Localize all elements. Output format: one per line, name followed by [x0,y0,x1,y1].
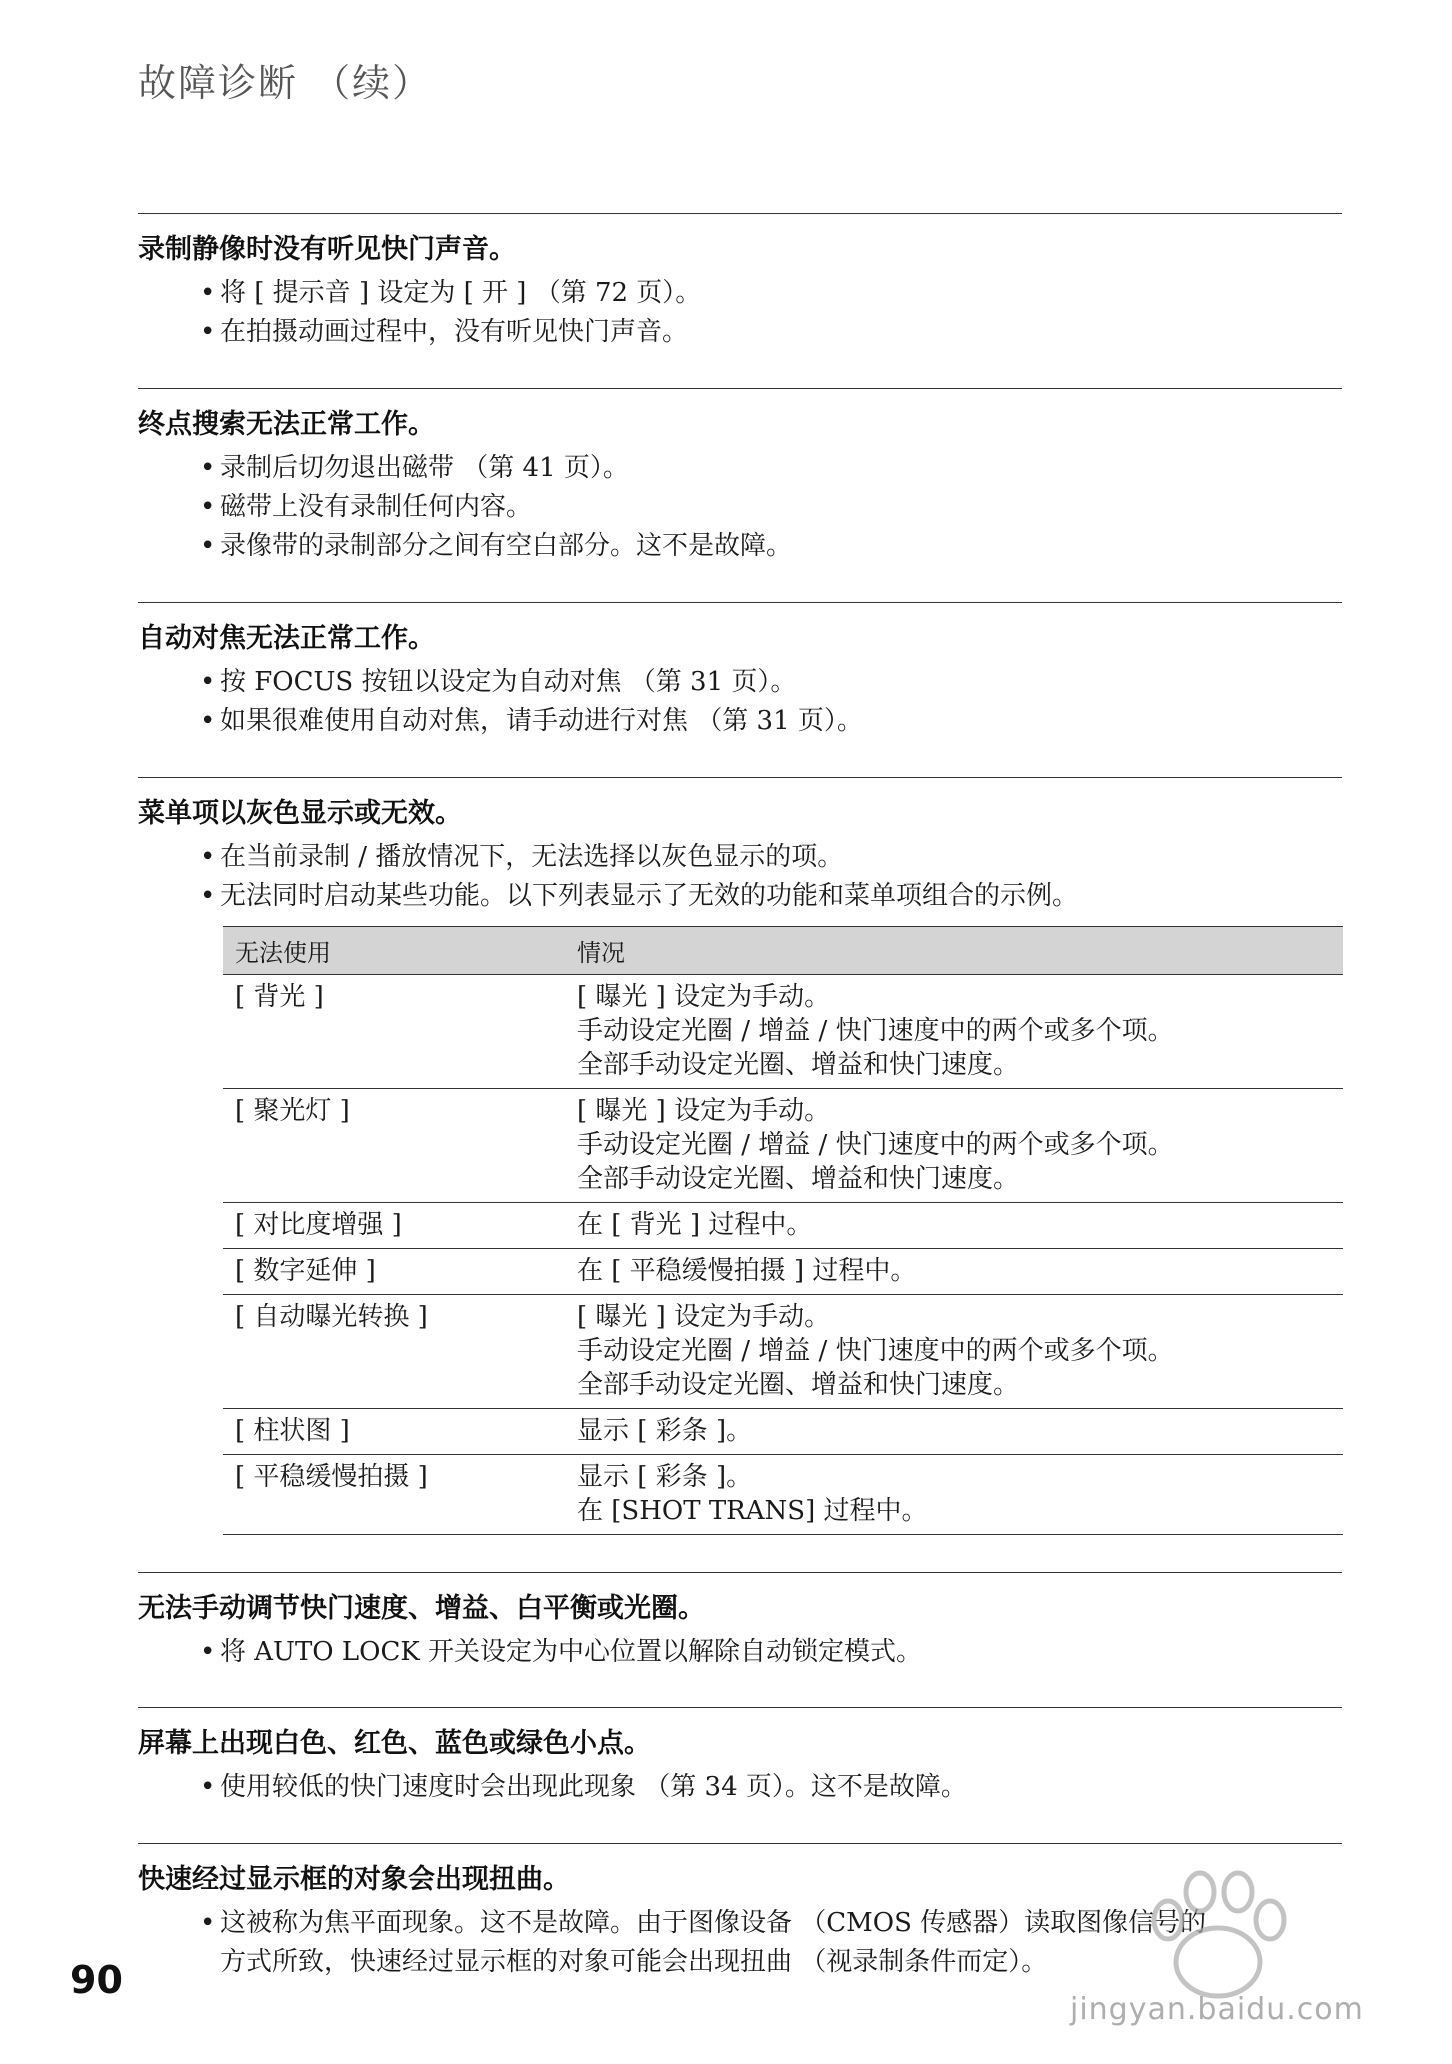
table-row [223,1409,1343,1455]
page-header-title: 故障诊断 （续） [138,61,433,105]
section-title: 终点搜索无法正常工作。 [138,409,435,440]
section-end-search [138,388,1342,566]
bullet-list [200,449,1342,566]
bullet-item: • 在拍摄动画过程中，没有听见快门声音。 [200,313,1342,352]
table-row [223,1089,1343,1203]
table-cell-item: [ 数字延伸 ] [223,1249,565,1295]
bullet-item: • 将 [ 提示音 ] 设定为 [ 开 ] （第 72 页）。 [200,274,1342,313]
bullet-list [200,663,1342,741]
table-header-cell: 情况 [565,927,1343,975]
section-title: 菜单项以灰色显示或无效。 [138,798,462,829]
condition-line: 在 [ 背光 ] 过程中。 [577,1210,813,1240]
condition-line: 显示 [ 彩条 ]。 [577,1416,753,1446]
condition-line: 全部手动设定光圈、增益和快门速度。 [577,1164,1020,1194]
condition-line: 全部手动设定光圈、增益和快门速度。 [577,1050,1020,1080]
section-screen-dots [138,1707,1342,1807]
bullet-item: • 在当前录制 / 播放情况下，无法选择以灰色显示的项。 [200,838,1342,877]
table-cell-conditions [565,1409,1343,1455]
bullet-list [200,1633,1342,1672]
condition-line: [ 曝光 ] 设定为手动。 [577,982,831,1012]
table-cell-item: [ 柱状图 ] [223,1409,565,1455]
section-title: 录制静像时没有听见快门声音。 [138,234,516,265]
condition-line: 在 [SHOT TRANS] 过程中。 [577,1496,928,1526]
bullet-line: • 这被称为焦平面现象。这不是故障。由于图像设备 （CMOS 传感器）读取图像信号的 [220,1908,1207,1938]
condition-line: 在 [ 平稳缓慢拍摄 ] 过程中。 [577,1256,917,1286]
section-title: 无法手动调节快门速度、增益、白平衡或光圈。 [138,1593,705,1624]
page-number: 90 [70,1958,123,2002]
bullet-item: • 录像带的录制部分之间有空白部分。这不是故障。 [200,527,1342,566]
condition-line: [ 曝光 ] 设定为手动。 [577,1302,831,1332]
bullet-item: • 无法同时启动某些功能。以下列表显示了无效的功能和菜单项组合的示例。 [200,877,1342,916]
bullet-item: • 将 AUTO LOCK 开关设定为中心位置以解除自动锁定模式。 [200,1633,1342,1672]
bullet-line: 方式所致，快速经过显示框的对象可能会出现扭曲 （视录制条件而定）。 [220,1947,1048,1977]
table-row [223,975,1343,1089]
table-cell-conditions [565,1203,1343,1249]
section-menu-grayed [138,777,1342,1535]
condition-line: 手动设定光圈 / 增益 / 快门速度中的两个或多个项。 [577,1016,1174,1046]
bullet-list [200,274,1342,352]
section-title: 屏幕上出现白色、红色、蓝色或绿色小点。 [138,1728,651,1759]
table-cell-item: [ 背光 ] [223,975,565,1089]
table-cell-conditions [565,1089,1343,1203]
table-cell-item: [ 聚光灯 ] [223,1089,565,1203]
watermark-text: jingyan.baidu.com [1070,1992,1364,2027]
table-cell-item: [ 对比度增强 ] [223,1203,565,1249]
table-cell-conditions [565,1295,1343,1409]
bullet-list [200,1768,1342,1807]
table-cell-conditions [565,1249,1343,1295]
table-row [223,1203,1343,1249]
section-shutter-sound [138,213,1342,352]
bullet-list [200,838,1342,916]
section-manual-adjust [138,1572,1342,1672]
section-title: 快速经过显示框的对象会出现扭曲。 [138,1864,570,1895]
table-header-row [223,927,1343,975]
table-cell-item: [ 自动曝光转换 ] [223,1295,565,1409]
table-cell-conditions [565,975,1343,1089]
condition-line: 显示 [ 彩条 ]。 [577,1462,753,1492]
table-cell-item: [ 平稳缓慢拍摄 ] [223,1455,565,1535]
bullet-item: • 磁带上没有录制任何内容。 [200,488,1342,527]
bullet-item: • 录制后切勿退出磁带 （第 41 页）。 [200,449,1342,488]
bullet-item: • 按 FOCUS 按钮以设定为自动对焦 （第 31 页）。 [200,663,1342,702]
table-row [223,1455,1343,1535]
section-autofocus [138,602,1342,741]
table-cell-conditions [565,1455,1343,1535]
section-title: 自动对焦无法正常工作。 [138,623,435,654]
condition-line: 全部手动设定光圈、增益和快门速度。 [577,1370,1020,1400]
bullet-item: • 如果很难使用自动对焦，请手动进行对焦 （第 31 页）。 [200,702,1342,741]
unavailable-functions-table [223,926,1343,1535]
condition-line: [ 曝光 ] 设定为手动。 [577,1096,831,1126]
table-header-cell: 无法使用 [223,927,565,975]
condition-line: 手动设定光圈 / 增益 / 快门速度中的两个或多个项。 [577,1130,1174,1160]
condition-line: 手动设定光圈 / 增益 / 快门速度中的两个或多个项。 [577,1336,1174,1366]
table-row [223,1249,1343,1295]
bullet-item: • 使用较低的快门速度时会出现此现象 （第 34 页）。这不是故障。 [200,1768,1342,1807]
table-row [223,1295,1343,1409]
